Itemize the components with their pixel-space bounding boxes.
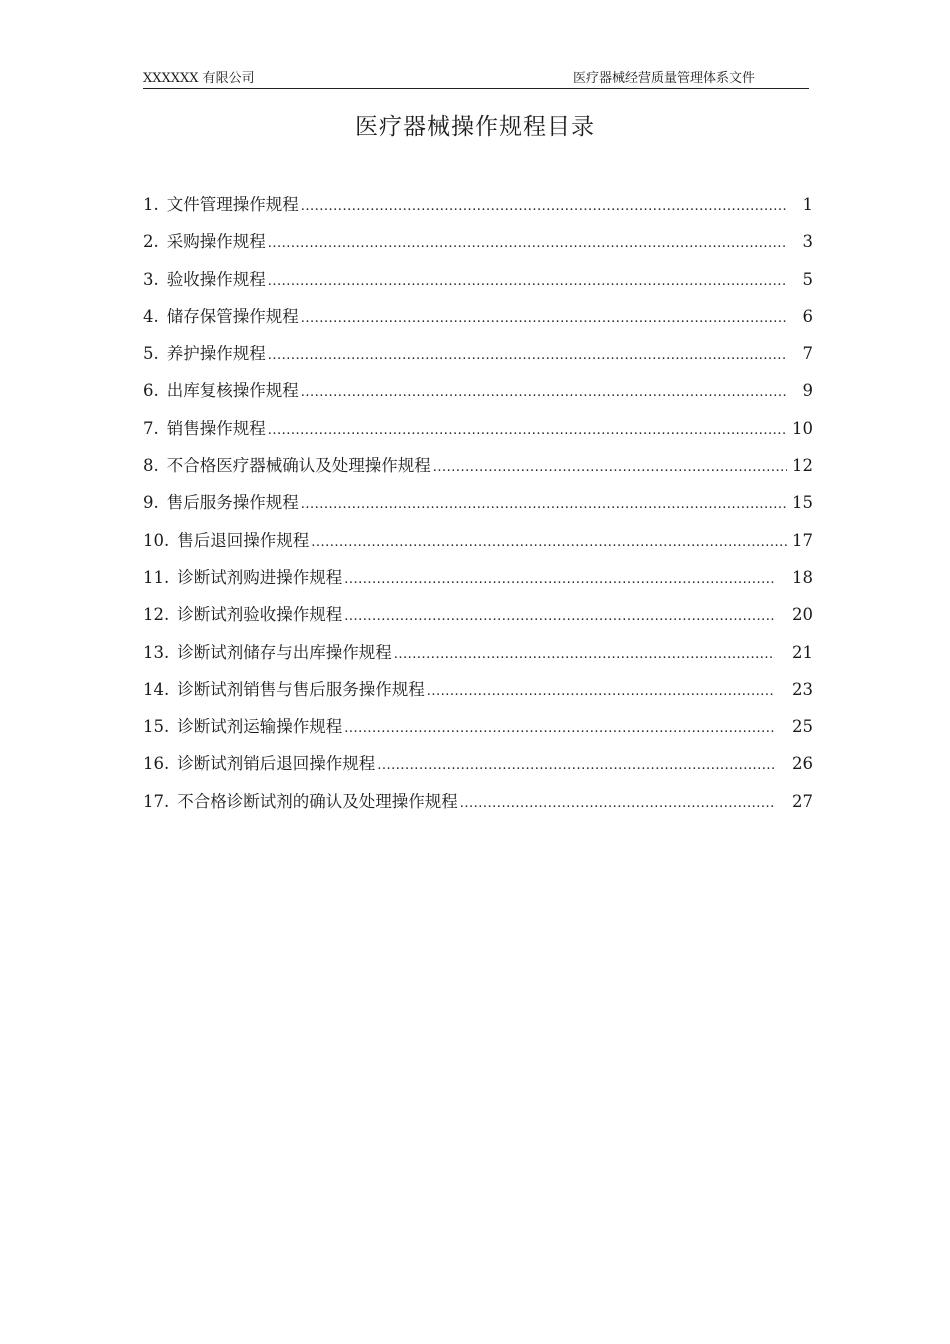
toc-item-title: 不合格医疗器械确认及处理操作规程 [166,456,431,476]
toc-item-title: 储存保管操作规程 [166,306,299,326]
toc-item-title: 出库复核操作规程 [166,381,299,401]
toc-item-page: 6 [802,306,813,326]
toc-item-page: 5 [802,269,813,289]
toc-item-page: 18 [792,567,813,587]
toc-item-title: 采购操作规程 [166,232,266,252]
toc-item-title: 诊断试剂验收操作规程 [177,605,343,625]
toc-dot-leader [344,604,775,630]
toc-item[interactable] [143,565,813,602]
toc-dot-leader [433,455,787,481]
toc-item-page: 7 [802,344,813,364]
toc-item[interactable] [143,714,813,751]
toc-item[interactable] [143,602,813,639]
toc-item-number: 12. [143,605,170,625]
toc-item-page: 10 [792,418,813,438]
toc-item-title: 销售操作规程 [166,418,266,438]
toc-item-page: 17 [792,530,813,550]
toc-item[interactable] [143,416,813,453]
document-system-name: 医疗器械经营质量管理体系文件 [572,71,755,86]
toc-item-page: 25 [792,717,813,737]
toc-item-title: 售后退回操作规程 [177,530,310,550]
toc-item-number: 9. [143,493,159,513]
toc-dot-leader [268,343,787,369]
toc-item-number: 13. [143,642,170,662]
toc-dot-leader [301,306,787,332]
toc-item-number: 15. [143,717,170,737]
toc-dot-leader [460,791,775,817]
toc-item-title: 诊断试剂购进操作规程 [177,567,343,587]
toc-item[interactable] [143,677,813,714]
toc-dot-leader [268,269,787,295]
toc-dot-leader [301,380,787,406]
toc-item-title: 文件管理操作规程 [166,195,299,214]
toc-item-page: 3 [802,232,813,252]
page-title: 医疗器械操作规程目录 [355,114,595,140]
table-of-contents [143,192,813,826]
toc-dot-leader [268,231,787,257]
toc-item-number: 5. [143,344,159,364]
toc-item-page: 1 [802,195,813,214]
company-name: XXXXXX 有限公司 [143,71,255,86]
toc-item-title: 诊断试剂销后退回操作规程 [177,754,376,774]
toc-item[interactable] [143,453,813,490]
toc-item[interactable] [143,341,813,378]
toc-dot-leader [344,716,775,742]
toc-item-page: 9 [802,381,813,401]
toc-item-page: 12 [792,456,813,476]
toc-item-number: 7. [143,418,159,438]
toc-item-page: 20 [792,605,813,625]
toc-item[interactable] [143,789,813,826]
toc-item-number: 8. [143,456,159,476]
toc-dot-leader [301,492,787,518]
toc-item-number: 2. [143,232,159,252]
toc-item-number: 10. [143,530,170,550]
toc-item[interactable] [143,528,813,565]
toc-item-page: 21 [792,642,813,662]
toc-item[interactable] [143,192,813,229]
toc-item-title: 不合格诊断试剂的确认及处理操作规程 [177,791,458,811]
toc-dot-leader [344,567,775,593]
toc-item[interactable] [143,378,813,415]
toc-item[interactable] [143,751,813,788]
toc-item[interactable] [143,229,813,266]
toc-dot-leader [427,679,775,705]
toc-item-title: 验收操作规程 [166,269,266,289]
toc-item-title: 售后服务操作规程 [166,493,299,513]
toc-item[interactable] [143,640,813,677]
toc-item-number: 16. [143,754,170,774]
toc-dot-leader [377,753,775,779]
toc-item[interactable] [143,267,813,304]
toc-item-title: 诊断试剂储存与出库操作规程 [177,642,392,662]
toc-item-number: 3. [143,269,159,289]
toc-item-number: 17. [143,791,170,811]
toc-item-title: 养护操作规程 [166,344,266,364]
toc-item-number: 1. [143,195,159,214]
toc-dot-leader [311,530,787,556]
toc-item-title: 诊断试剂销售与售后服务操作规程 [177,679,425,699]
toc-item-number: 11. [143,567,170,587]
toc-item-page: 23 [792,679,813,699]
toc-item-number: 6. [143,381,159,401]
toc-dot-leader [301,194,787,220]
toc-dot-leader [268,418,787,444]
toc-item-title: 诊断试剂运输操作规程 [177,717,343,737]
toc-item-page: 26 [792,754,813,774]
toc-item-number: 4. [143,306,159,326]
page-header [143,70,809,89]
toc-item-page: 15 [792,493,813,513]
toc-item-page: 27 [792,791,813,811]
toc-dot-leader [394,642,775,668]
toc-item[interactable] [143,304,813,341]
toc-item[interactable] [143,490,813,527]
toc-item-number: 14. [143,679,170,699]
